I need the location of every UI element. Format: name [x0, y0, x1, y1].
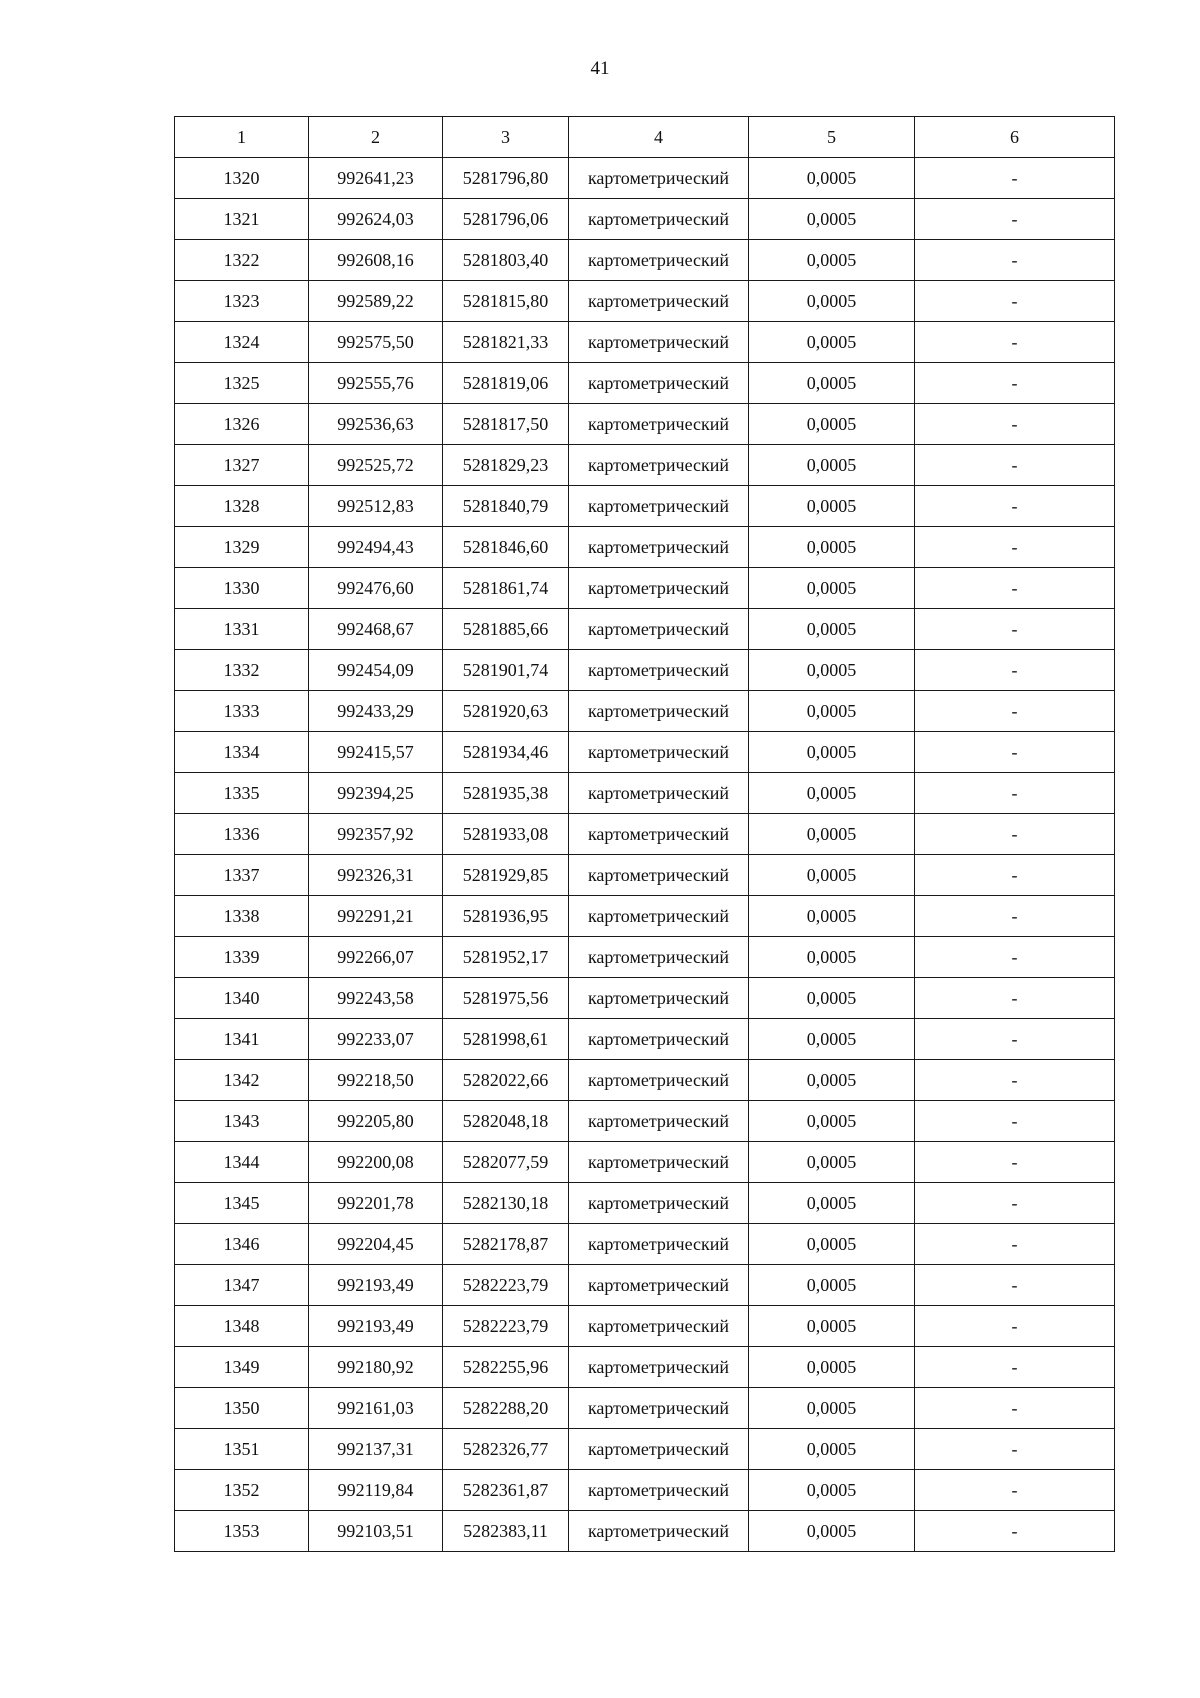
method-cell: картометрический — [569, 1429, 749, 1470]
y-coordinate-cell: 5281796,80 — [443, 158, 569, 199]
point-number-cell: 1351 — [175, 1429, 309, 1470]
point-number-cell: 1346 — [175, 1224, 309, 1265]
table-row — [175, 814, 1115, 855]
table-row — [175, 855, 1115, 896]
table-row — [175, 773, 1115, 814]
accuracy-cell: 0,0005 — [749, 1142, 915, 1183]
page-number: 41 — [590, 58, 610, 79]
accuracy-cell: 0,0005 — [749, 1347, 915, 1388]
column-header: 4 — [569, 117, 749, 158]
y-coordinate-cell: 5281920,63 — [443, 691, 569, 732]
column-header: 6 — [915, 117, 1115, 158]
point-number-cell: 1322 — [175, 240, 309, 281]
description-cell: - — [915, 1306, 1115, 1347]
point-number-cell: 1332 — [175, 650, 309, 691]
point-number-cell: 1349 — [175, 1347, 309, 1388]
point-number-cell: 1334 — [175, 732, 309, 773]
x-coordinate-cell: 992468,67 — [309, 609, 443, 650]
point-number-cell: 1326 — [175, 404, 309, 445]
x-coordinate-cell: 992624,03 — [309, 199, 443, 240]
accuracy-cell: 0,0005 — [749, 486, 915, 527]
description-cell: - — [915, 158, 1115, 199]
point-number-cell: 1347 — [175, 1265, 309, 1306]
accuracy-cell: 0,0005 — [749, 199, 915, 240]
x-coordinate-cell: 992291,21 — [309, 896, 443, 937]
x-coordinate-cell: 992243,58 — [309, 978, 443, 1019]
description-cell: - — [915, 1347, 1115, 1388]
point-number-cell: 1338 — [175, 896, 309, 937]
description-cell: - — [915, 814, 1115, 855]
method-cell: картометрический — [569, 896, 749, 937]
y-coordinate-cell: 5281803,40 — [443, 240, 569, 281]
description-cell: - — [915, 1224, 1115, 1265]
accuracy-cell: 0,0005 — [749, 1101, 915, 1142]
x-coordinate-cell: 992266,07 — [309, 937, 443, 978]
description-cell: - — [915, 609, 1115, 650]
y-coordinate-cell: 5281819,06 — [443, 363, 569, 404]
accuracy-cell: 0,0005 — [749, 1224, 915, 1265]
y-coordinate-cell: 5281829,23 — [443, 445, 569, 486]
table-row — [175, 650, 1115, 691]
method-cell: картометрический — [569, 1142, 749, 1183]
y-coordinate-cell: 5281846,60 — [443, 527, 569, 568]
y-coordinate-cell: 5281936,95 — [443, 896, 569, 937]
description-cell: - — [915, 404, 1115, 445]
y-coordinate-cell: 5282223,79 — [443, 1265, 569, 1306]
method-cell: картометрический — [569, 691, 749, 732]
y-coordinate-cell: 5282255,96 — [443, 1347, 569, 1388]
accuracy-cell: 0,0005 — [749, 240, 915, 281]
accuracy-cell: 0,0005 — [749, 1429, 915, 1470]
method-cell: картометрический — [569, 240, 749, 281]
method-cell: картометрический — [569, 855, 749, 896]
method-cell: картометрический — [569, 1347, 749, 1388]
accuracy-cell: 0,0005 — [749, 978, 915, 1019]
method-cell: картометрический — [569, 937, 749, 978]
point-number-cell: 1321 — [175, 199, 309, 240]
table-row — [175, 1388, 1115, 1429]
y-coordinate-cell: 5282361,87 — [443, 1470, 569, 1511]
x-coordinate-cell: 992137,31 — [309, 1429, 443, 1470]
description-cell: - — [915, 1388, 1115, 1429]
table-row — [175, 691, 1115, 732]
table-row — [175, 281, 1115, 322]
point-number-cell: 1345 — [175, 1183, 309, 1224]
method-cell: картометрический — [569, 732, 749, 773]
table-row — [175, 1019, 1115, 1060]
table-row — [175, 978, 1115, 1019]
point-number-cell: 1353 — [175, 1511, 309, 1552]
x-coordinate-cell: 992476,60 — [309, 568, 443, 609]
x-coordinate-cell: 992415,57 — [309, 732, 443, 773]
accuracy-cell: 0,0005 — [749, 650, 915, 691]
point-number-cell: 1330 — [175, 568, 309, 609]
y-coordinate-cell: 5281975,56 — [443, 978, 569, 1019]
y-coordinate-cell: 5282383,11 — [443, 1511, 569, 1552]
accuracy-cell: 0,0005 — [749, 1470, 915, 1511]
y-coordinate-cell: 5281901,74 — [443, 650, 569, 691]
table-row — [175, 1142, 1115, 1183]
point-number-cell: 1320 — [175, 158, 309, 199]
x-coordinate-cell: 992494,43 — [309, 527, 443, 568]
x-coordinate-cell: 992512,83 — [309, 486, 443, 527]
table-row — [175, 240, 1115, 281]
x-coordinate-cell: 992193,49 — [309, 1306, 443, 1347]
point-number-cell: 1323 — [175, 281, 309, 322]
accuracy-cell: 0,0005 — [749, 1019, 915, 1060]
x-coordinate-cell: 992589,22 — [309, 281, 443, 322]
x-coordinate-cell: 992357,92 — [309, 814, 443, 855]
method-cell: картометрический — [569, 281, 749, 322]
x-coordinate-cell: 992454,09 — [309, 650, 443, 691]
point-number-cell: 1350 — [175, 1388, 309, 1429]
table-row — [175, 404, 1115, 445]
method-cell: картометрический — [569, 814, 749, 855]
y-coordinate-cell: 5281935,38 — [443, 773, 569, 814]
table-row — [175, 158, 1115, 199]
description-cell: - — [915, 281, 1115, 322]
table-row — [175, 527, 1115, 568]
point-number-cell: 1343 — [175, 1101, 309, 1142]
x-coordinate-cell: 992326,31 — [309, 855, 443, 896]
column-header: 5 — [749, 117, 915, 158]
method-cell: картометрический — [569, 527, 749, 568]
description-cell: - — [915, 445, 1115, 486]
x-coordinate-cell: 992204,45 — [309, 1224, 443, 1265]
x-coordinate-cell: 992193,49 — [309, 1265, 443, 1306]
accuracy-cell: 0,0005 — [749, 281, 915, 322]
method-cell: картометрический — [569, 978, 749, 1019]
description-cell: - — [915, 1511, 1115, 1552]
table-row — [175, 1306, 1115, 1347]
table-row — [175, 1429, 1115, 1470]
accuracy-cell: 0,0005 — [749, 527, 915, 568]
accuracy-cell: 0,0005 — [749, 732, 915, 773]
x-coordinate-cell: 992233,07 — [309, 1019, 443, 1060]
method-cell: картометрический — [569, 486, 749, 527]
point-number-cell: 1344 — [175, 1142, 309, 1183]
y-coordinate-cell: 5281821,33 — [443, 322, 569, 363]
accuracy-cell: 0,0005 — [749, 1306, 915, 1347]
y-coordinate-cell: 5281815,80 — [443, 281, 569, 322]
accuracy-cell: 0,0005 — [749, 1265, 915, 1306]
column-header: 1 — [175, 117, 309, 158]
table-row — [175, 199, 1115, 240]
point-number-cell: 1331 — [175, 609, 309, 650]
point-number-cell: 1329 — [175, 527, 309, 568]
table-row — [175, 445, 1115, 486]
table-body — [175, 158, 1115, 1552]
y-coordinate-cell: 5281934,46 — [443, 732, 569, 773]
description-cell: - — [915, 1101, 1115, 1142]
table-row — [175, 1470, 1115, 1511]
method-cell: картометрический — [569, 1224, 749, 1265]
x-coordinate-cell: 992608,16 — [309, 240, 443, 281]
y-coordinate-cell: 5282223,79 — [443, 1306, 569, 1347]
table-row — [175, 486, 1115, 527]
method-cell: картометрический — [569, 1511, 749, 1552]
x-coordinate-cell: 992536,63 — [309, 404, 443, 445]
description-cell: - — [915, 568, 1115, 609]
accuracy-cell: 0,0005 — [749, 568, 915, 609]
x-coordinate-cell: 992103,51 — [309, 1511, 443, 1552]
method-cell: картометрический — [569, 1470, 749, 1511]
point-number-cell: 1337 — [175, 855, 309, 896]
point-number-cell: 1342 — [175, 1060, 309, 1101]
method-cell: картометрический — [569, 199, 749, 240]
accuracy-cell: 0,0005 — [749, 937, 915, 978]
x-coordinate-cell: 992555,76 — [309, 363, 443, 404]
table-row — [175, 1265, 1115, 1306]
method-cell: картометрический — [569, 1183, 749, 1224]
method-cell: картометрический — [569, 1101, 749, 1142]
y-coordinate-cell: 5281933,08 — [443, 814, 569, 855]
table-row — [175, 1101, 1115, 1142]
accuracy-cell: 0,0005 — [749, 322, 915, 363]
table-row — [175, 1183, 1115, 1224]
description-cell: - — [915, 527, 1115, 568]
description-cell: - — [915, 773, 1115, 814]
y-coordinate-cell: 5281861,74 — [443, 568, 569, 609]
point-number-cell: 1339 — [175, 937, 309, 978]
description-cell: - — [915, 1265, 1115, 1306]
point-number-cell: 1341 — [175, 1019, 309, 1060]
accuracy-cell: 0,0005 — [749, 609, 915, 650]
description-cell: - — [915, 1429, 1115, 1470]
point-number-cell: 1340 — [175, 978, 309, 1019]
x-coordinate-cell: 992201,78 — [309, 1183, 443, 1224]
point-number-cell: 1324 — [175, 322, 309, 363]
y-coordinate-cell: 5282130,18 — [443, 1183, 569, 1224]
point-number-cell: 1336 — [175, 814, 309, 855]
description-cell: - — [915, 486, 1115, 527]
description-cell: - — [915, 691, 1115, 732]
method-cell: картометрический — [569, 445, 749, 486]
point-number-cell: 1335 — [175, 773, 309, 814]
point-number-cell: 1327 — [175, 445, 309, 486]
method-cell: картометрический — [569, 650, 749, 691]
description-cell: - — [915, 650, 1115, 691]
y-coordinate-cell: 5282288,20 — [443, 1388, 569, 1429]
table-row — [175, 568, 1115, 609]
accuracy-cell: 0,0005 — [749, 404, 915, 445]
method-cell: картометрический — [569, 1060, 749, 1101]
table-row — [175, 363, 1115, 404]
point-number-cell: 1348 — [175, 1306, 309, 1347]
accuracy-cell: 0,0005 — [749, 814, 915, 855]
y-coordinate-cell: 5281817,50 — [443, 404, 569, 445]
accuracy-cell: 0,0005 — [749, 1511, 915, 1552]
x-coordinate-cell: 992180,92 — [309, 1347, 443, 1388]
x-coordinate-cell: 992218,50 — [309, 1060, 443, 1101]
method-cell: картометрический — [569, 158, 749, 199]
table-row — [175, 1347, 1115, 1388]
accuracy-cell: 0,0005 — [749, 691, 915, 732]
description-cell: - — [915, 978, 1115, 1019]
accuracy-cell: 0,0005 — [749, 1183, 915, 1224]
table-row — [175, 732, 1115, 773]
description-cell: - — [915, 1060, 1115, 1101]
description-cell: - — [915, 1183, 1115, 1224]
table-row — [175, 937, 1115, 978]
description-cell: - — [915, 896, 1115, 937]
point-number-cell: 1352 — [175, 1470, 309, 1511]
method-cell: картометрический — [569, 1306, 749, 1347]
column-header: 2 — [309, 117, 443, 158]
method-cell: картометрический — [569, 609, 749, 650]
method-cell: картометрический — [569, 322, 749, 363]
y-coordinate-cell: 5282048,18 — [443, 1101, 569, 1142]
y-coordinate-cell: 5281998,61 — [443, 1019, 569, 1060]
accuracy-cell: 0,0005 — [749, 158, 915, 199]
description-cell: - — [915, 937, 1115, 978]
accuracy-cell: 0,0005 — [749, 363, 915, 404]
y-coordinate-cell: 5282326,77 — [443, 1429, 569, 1470]
description-cell: - — [915, 240, 1115, 281]
point-number-cell: 1328 — [175, 486, 309, 527]
method-cell: картометрический — [569, 404, 749, 445]
table-row — [175, 1060, 1115, 1101]
table-row — [175, 896, 1115, 937]
x-coordinate-cell: 992525,72 — [309, 445, 443, 486]
accuracy-cell: 0,0005 — [749, 1388, 915, 1429]
header-row — [175, 117, 1115, 158]
method-cell: картометрический — [569, 1265, 749, 1306]
x-coordinate-cell: 992575,50 — [309, 322, 443, 363]
description-cell: - — [915, 199, 1115, 240]
y-coordinate-cell: 5282022,66 — [443, 1060, 569, 1101]
description-cell: - — [915, 732, 1115, 773]
y-coordinate-cell: 5281885,66 — [443, 609, 569, 650]
description-cell: - — [915, 363, 1115, 404]
y-coordinate-cell: 5281929,85 — [443, 855, 569, 896]
method-cell: картометрический — [569, 773, 749, 814]
accuracy-cell: 0,0005 — [749, 855, 915, 896]
y-coordinate-cell: 5281952,17 — [443, 937, 569, 978]
method-cell: картометрический — [569, 1388, 749, 1429]
table-row — [175, 1224, 1115, 1265]
description-cell: - — [915, 322, 1115, 363]
accuracy-cell: 0,0005 — [749, 773, 915, 814]
x-coordinate-cell: 992433,29 — [309, 691, 443, 732]
method-cell: картометрический — [569, 1019, 749, 1060]
accuracy-cell: 0,0005 — [749, 445, 915, 486]
x-coordinate-cell: 992205,80 — [309, 1101, 443, 1142]
accuracy-cell: 0,0005 — [749, 1060, 915, 1101]
method-cell: картометрический — [569, 363, 749, 404]
table-row — [175, 609, 1115, 650]
point-number-cell: 1333 — [175, 691, 309, 732]
x-coordinate-cell: 992394,25 — [309, 773, 443, 814]
method-cell: картометрический — [569, 568, 749, 609]
y-coordinate-cell: 5282178,87 — [443, 1224, 569, 1265]
coordinates-table — [174, 116, 1115, 1552]
description-cell: - — [915, 855, 1115, 896]
table-row — [175, 1511, 1115, 1552]
x-coordinate-cell: 992119,84 — [309, 1470, 443, 1511]
y-coordinate-cell: 5281796,06 — [443, 199, 569, 240]
column-header: 3 — [443, 117, 569, 158]
x-coordinate-cell: 992200,08 — [309, 1142, 443, 1183]
table-row — [175, 322, 1115, 363]
point-number-cell: 1325 — [175, 363, 309, 404]
x-coordinate-cell: 992641,23 — [309, 158, 443, 199]
description-cell: - — [915, 1019, 1115, 1060]
table-header — [175, 117, 1115, 158]
x-coordinate-cell: 992161,03 — [309, 1388, 443, 1429]
description-cell: - — [915, 1470, 1115, 1511]
description-cell: - — [915, 1142, 1115, 1183]
y-coordinate-cell: 5282077,59 — [443, 1142, 569, 1183]
accuracy-cell: 0,0005 — [749, 896, 915, 937]
y-coordinate-cell: 5281840,79 — [443, 486, 569, 527]
